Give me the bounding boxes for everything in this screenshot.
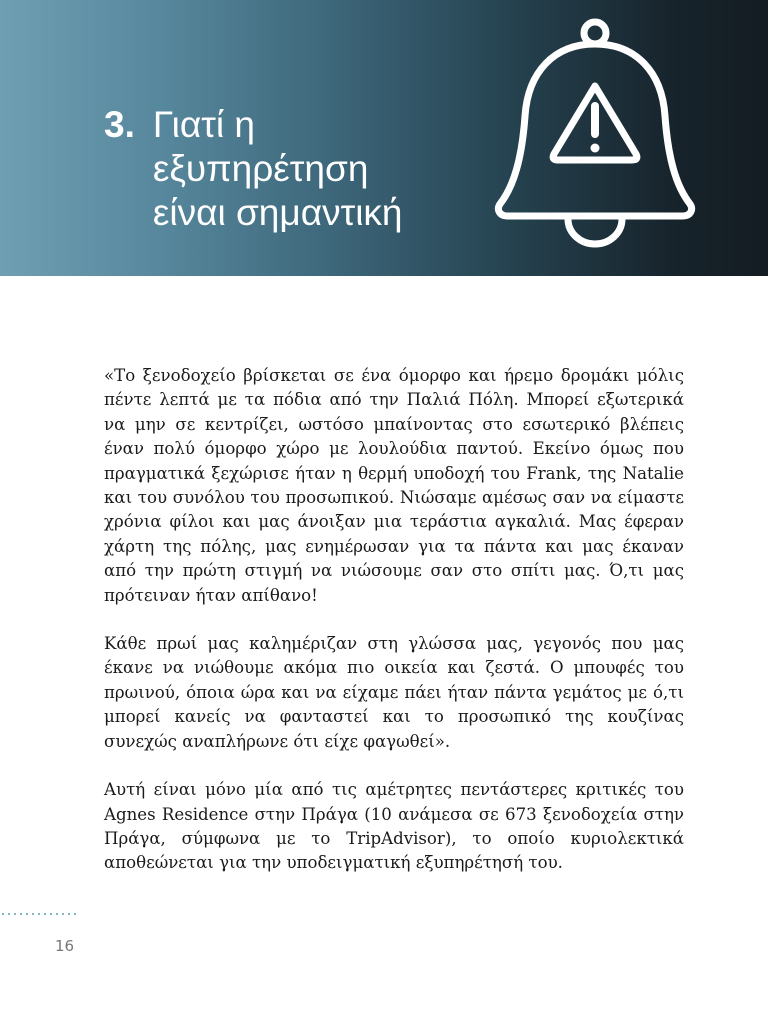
paragraph-quote-2: Κάθε πρωί μας καλημέριζαν στη γλώσσα μας, γεγονός που μας έκανε να νιώθουμε ακόμα πιο οικεία και ζεστά. Ο μπουφές του πρωινού, όποια ώρα και να είχαμε πάει ήταν πάντα γεμάτος με ό,τι μπορεί κανείς να φανταστεί και το προσωπικό της κουζίνας συνεχώς αναπλήρωνε ότι είχε φαγωθεί». xyxy=(104,634,684,751)
chapter-title-line: εξυπηρέτηση xyxy=(152,148,369,189)
bell-warning-icon xyxy=(488,18,702,260)
page-number: 16 xyxy=(55,937,75,955)
paragraph-quote-1: «Το ξενοδοχείο βρίσκεται σε ένα όμορφο και ήρεμο δρομάκι μόλις πέντε λεπτά με τα πόδια από την Παλιά Πόλη. Μπορεί εξωτερικά να μην σε κεντρίζει, ωστόσο μπαίνοντας στο εσωτερικό βλέπεις έναν πολύ όμορφο χώρο με λουλούδια παντού. Εκείνο όμως που πραγματικά ξεχώρισε ήταν η θερμή υποδοχή του Frank, της Natalie και του συνόλου του προσωπικού. Νιώσαμε αμέσως σαν να είμαστε χρόνια φίλοι και μας άνοιξαν μια τεράστια αγκαλιά. Μας έφεραν χάρτη της πόλης, μας ενημέρωσαν για τα πάντα και μας έκαναν από την πρώτη στιγμή να νιώσουμε σαν στο σπίτι μας. Ό,τι μας πρότειναν ήταν απίθανο! xyxy=(104,366,684,605)
body-text xyxy=(104,364,684,900)
chapter-title xyxy=(104,103,403,235)
chapter-number: 3. xyxy=(104,104,135,145)
chapter-banner xyxy=(0,0,768,276)
chapter-title-line: Γιατί η xyxy=(152,104,255,145)
chapter-title-line: είναι σημαντική xyxy=(152,192,403,233)
chapter-title-text xyxy=(153,103,403,235)
paragraph-summary: Αυτή είναι μόνο μία από τις αμέτρητες πεντάστερες κριτικές του Agnes Residence στην Πράγα (10 ανάμεσα σε 673 ξενοδοχεία στην Πράγα, σύμφωνα με το TripAdvisor), το οποίο κυριολεκτικά αποθεώνεται για την υποδειγματική εξυπηρέτησή του. xyxy=(104,780,684,873)
decorative-dotted-line xyxy=(0,912,76,916)
